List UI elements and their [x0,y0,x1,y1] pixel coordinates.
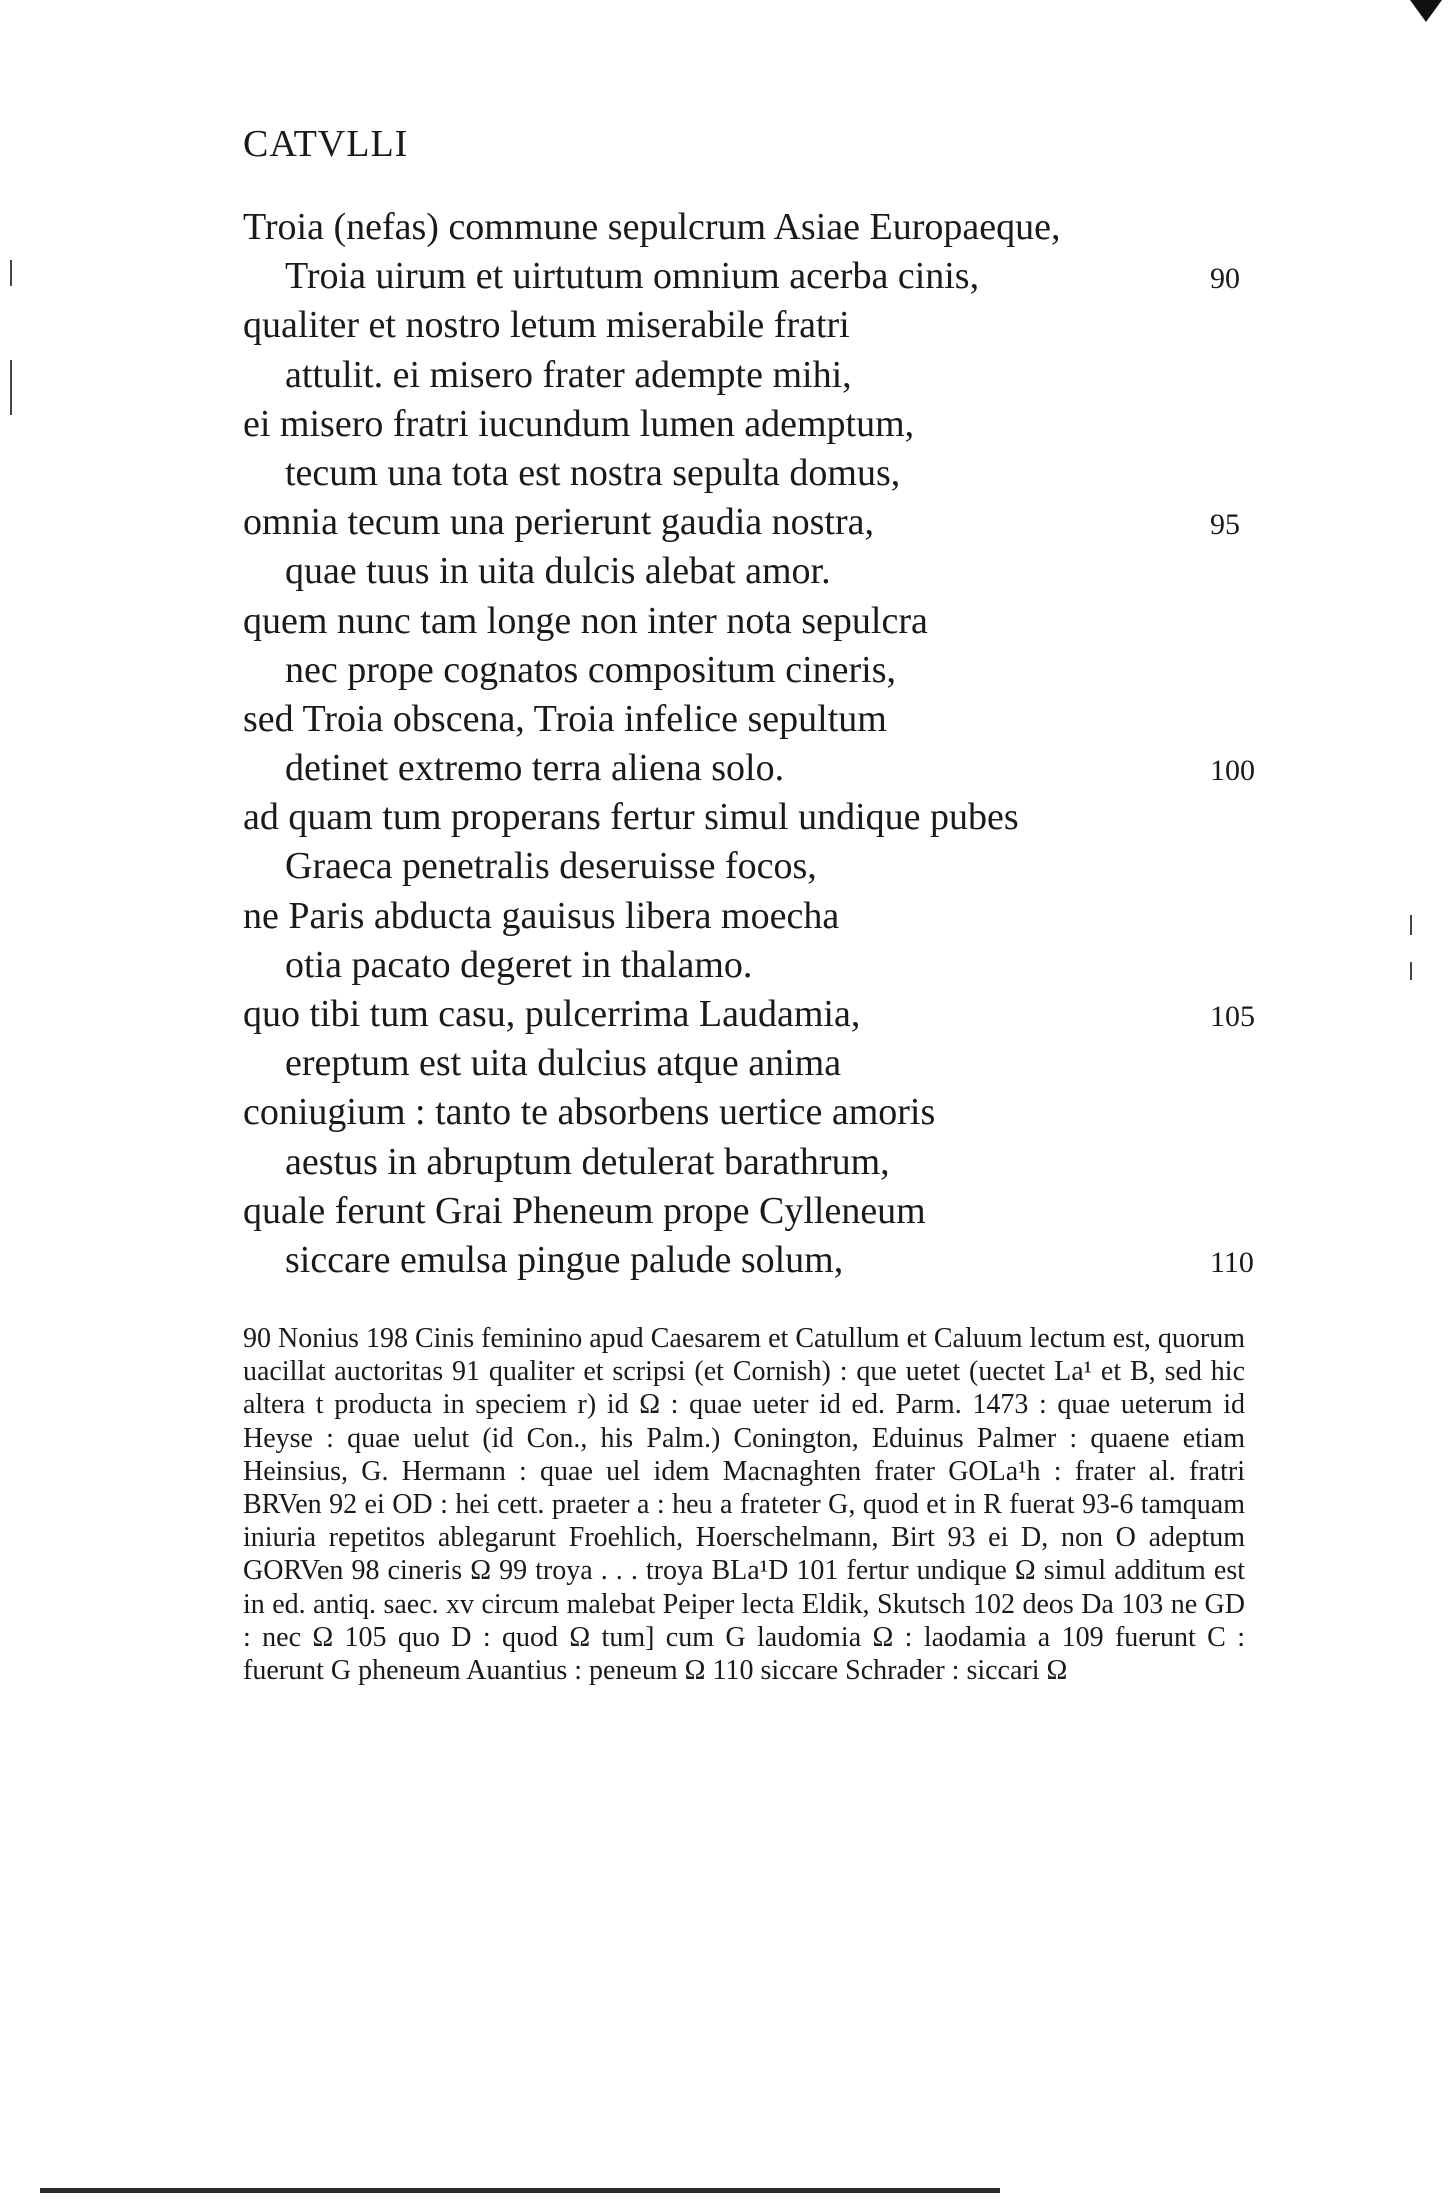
verse-line: omnia tecum una perierunt gaudia nostra, 95 [243,498,1253,547]
verse-line: tecum una tota est nostra sepulta domus, [285,451,901,494]
margin-mark [10,360,12,415]
verse-line: quem nunc tam longe non inter nota sepulcra [243,599,928,642]
verse-line: Troia (nefas) commune sepulcrum Asiae Europaeque, [243,206,1061,248]
verse-line: ereptum est uita dulcius atque anima [285,1042,842,1085]
verse-line: ei misero fratri iucundum lumen ademptum, [243,402,915,445]
margin-mark [1410,962,1412,980]
verse-line: ad quam tum properans fertur simul undique pubes [243,796,1019,839]
line-number: 100 [1210,754,1255,788]
page-corner-mark [1410,0,1442,22]
verse-line: nec prope cognatos compositum cineris, [285,648,897,691]
verse-line: sed Troia obscena, Troia infelice sepultum [243,697,887,740]
apparatus-text: 90 Nonius 198 Cinis feminino apud Caesarem et Catullum et Caluum lectum est, quorum uacillat auctoritas 91 qualiter et scripsi (et Cornish) : que uetet (uectet La¹ et B, sed hic altera t producta in speciem r) id Ω : quae ueter id ed. Parm. 1473 : quae ueterum id Heyse : quae uelut (id Con., his Palm.) Conington, Eduinus Palmer : quaene etiam Heinsius, G. Hermann : quae uel idem Macnaghten frater GOLa¹h : frater al. fratri BRVen 92 ei OD : hei cett. praeter a : heu a frateter G, quod et in R fuerat 93-6 tamquam iniuria repetitos ablegarunt Froehlich, Hoerschelmann, Birt 93 ei D, non O adeptum GORVen 98 cineris Ω 99 troya . . . troya BLa¹D 101 fertur undique Ω simul additum est in ed. antiq. saec. xv circum malebat Peiper lecta Eldik, Skutsch 102 deos Da 103 ne GD : nec Ω 105 quo D : quod Ω tum] cum G laudomia Ω : laodamia a 109 fuerunt C : fuerunt G pheneum Auantius : peneum Ω 110 siccare Schrader : siccari Ω [243,1323,1245,1687]
verse-line: quo tibi tum casu, pulcerrima Laudamia, 105 [243,990,1253,1039]
verse-line: ne Paris abducta gauisus libera moecha [243,894,840,937]
verse-line: coniugium : tanto te absorbens uertice amoris [243,1091,936,1134]
bottom-rule [40,2188,1000,2193]
critical-apparatus [243,1322,1245,1687]
verse-line: qualiter et nostro letum miserabile fratri [243,304,850,347]
verse-line: aestus in abruptum detulerat barathrum, [285,1140,890,1183]
line-number: 110 [1210,1245,1254,1279]
verse-line: detinet extremo terra aliena solo. 100 [243,744,1253,793]
line-number: 95 [1210,508,1240,542]
margin-mark [10,260,12,286]
verse-line: quae tuus in uita dulcis alebat amor. [285,550,831,593]
verse-line: siccare emulsa pingue palude solum, 110 [243,1236,1253,1285]
page-title: CATVLLI [243,123,409,165]
line-number: 105 [1210,1000,1255,1033]
line-number: 90 [1210,262,1240,296]
verse-line: Troia uirum et uirtutum omnium acerba cinis, 90 [243,252,1253,301]
verse-line: Graeca penetralis deseruisse focos, [285,845,817,888]
poem-text [243,203,1253,1285]
margin-mark [1410,915,1412,935]
verse-line: otia pacato degeret in thalamo. [285,943,753,986]
verse-line: quale ferunt Grai Pheneum prope Cylleneum [243,1189,926,1232]
verse-line: attulit. ei misero frater adempte mihi, [285,353,852,396]
